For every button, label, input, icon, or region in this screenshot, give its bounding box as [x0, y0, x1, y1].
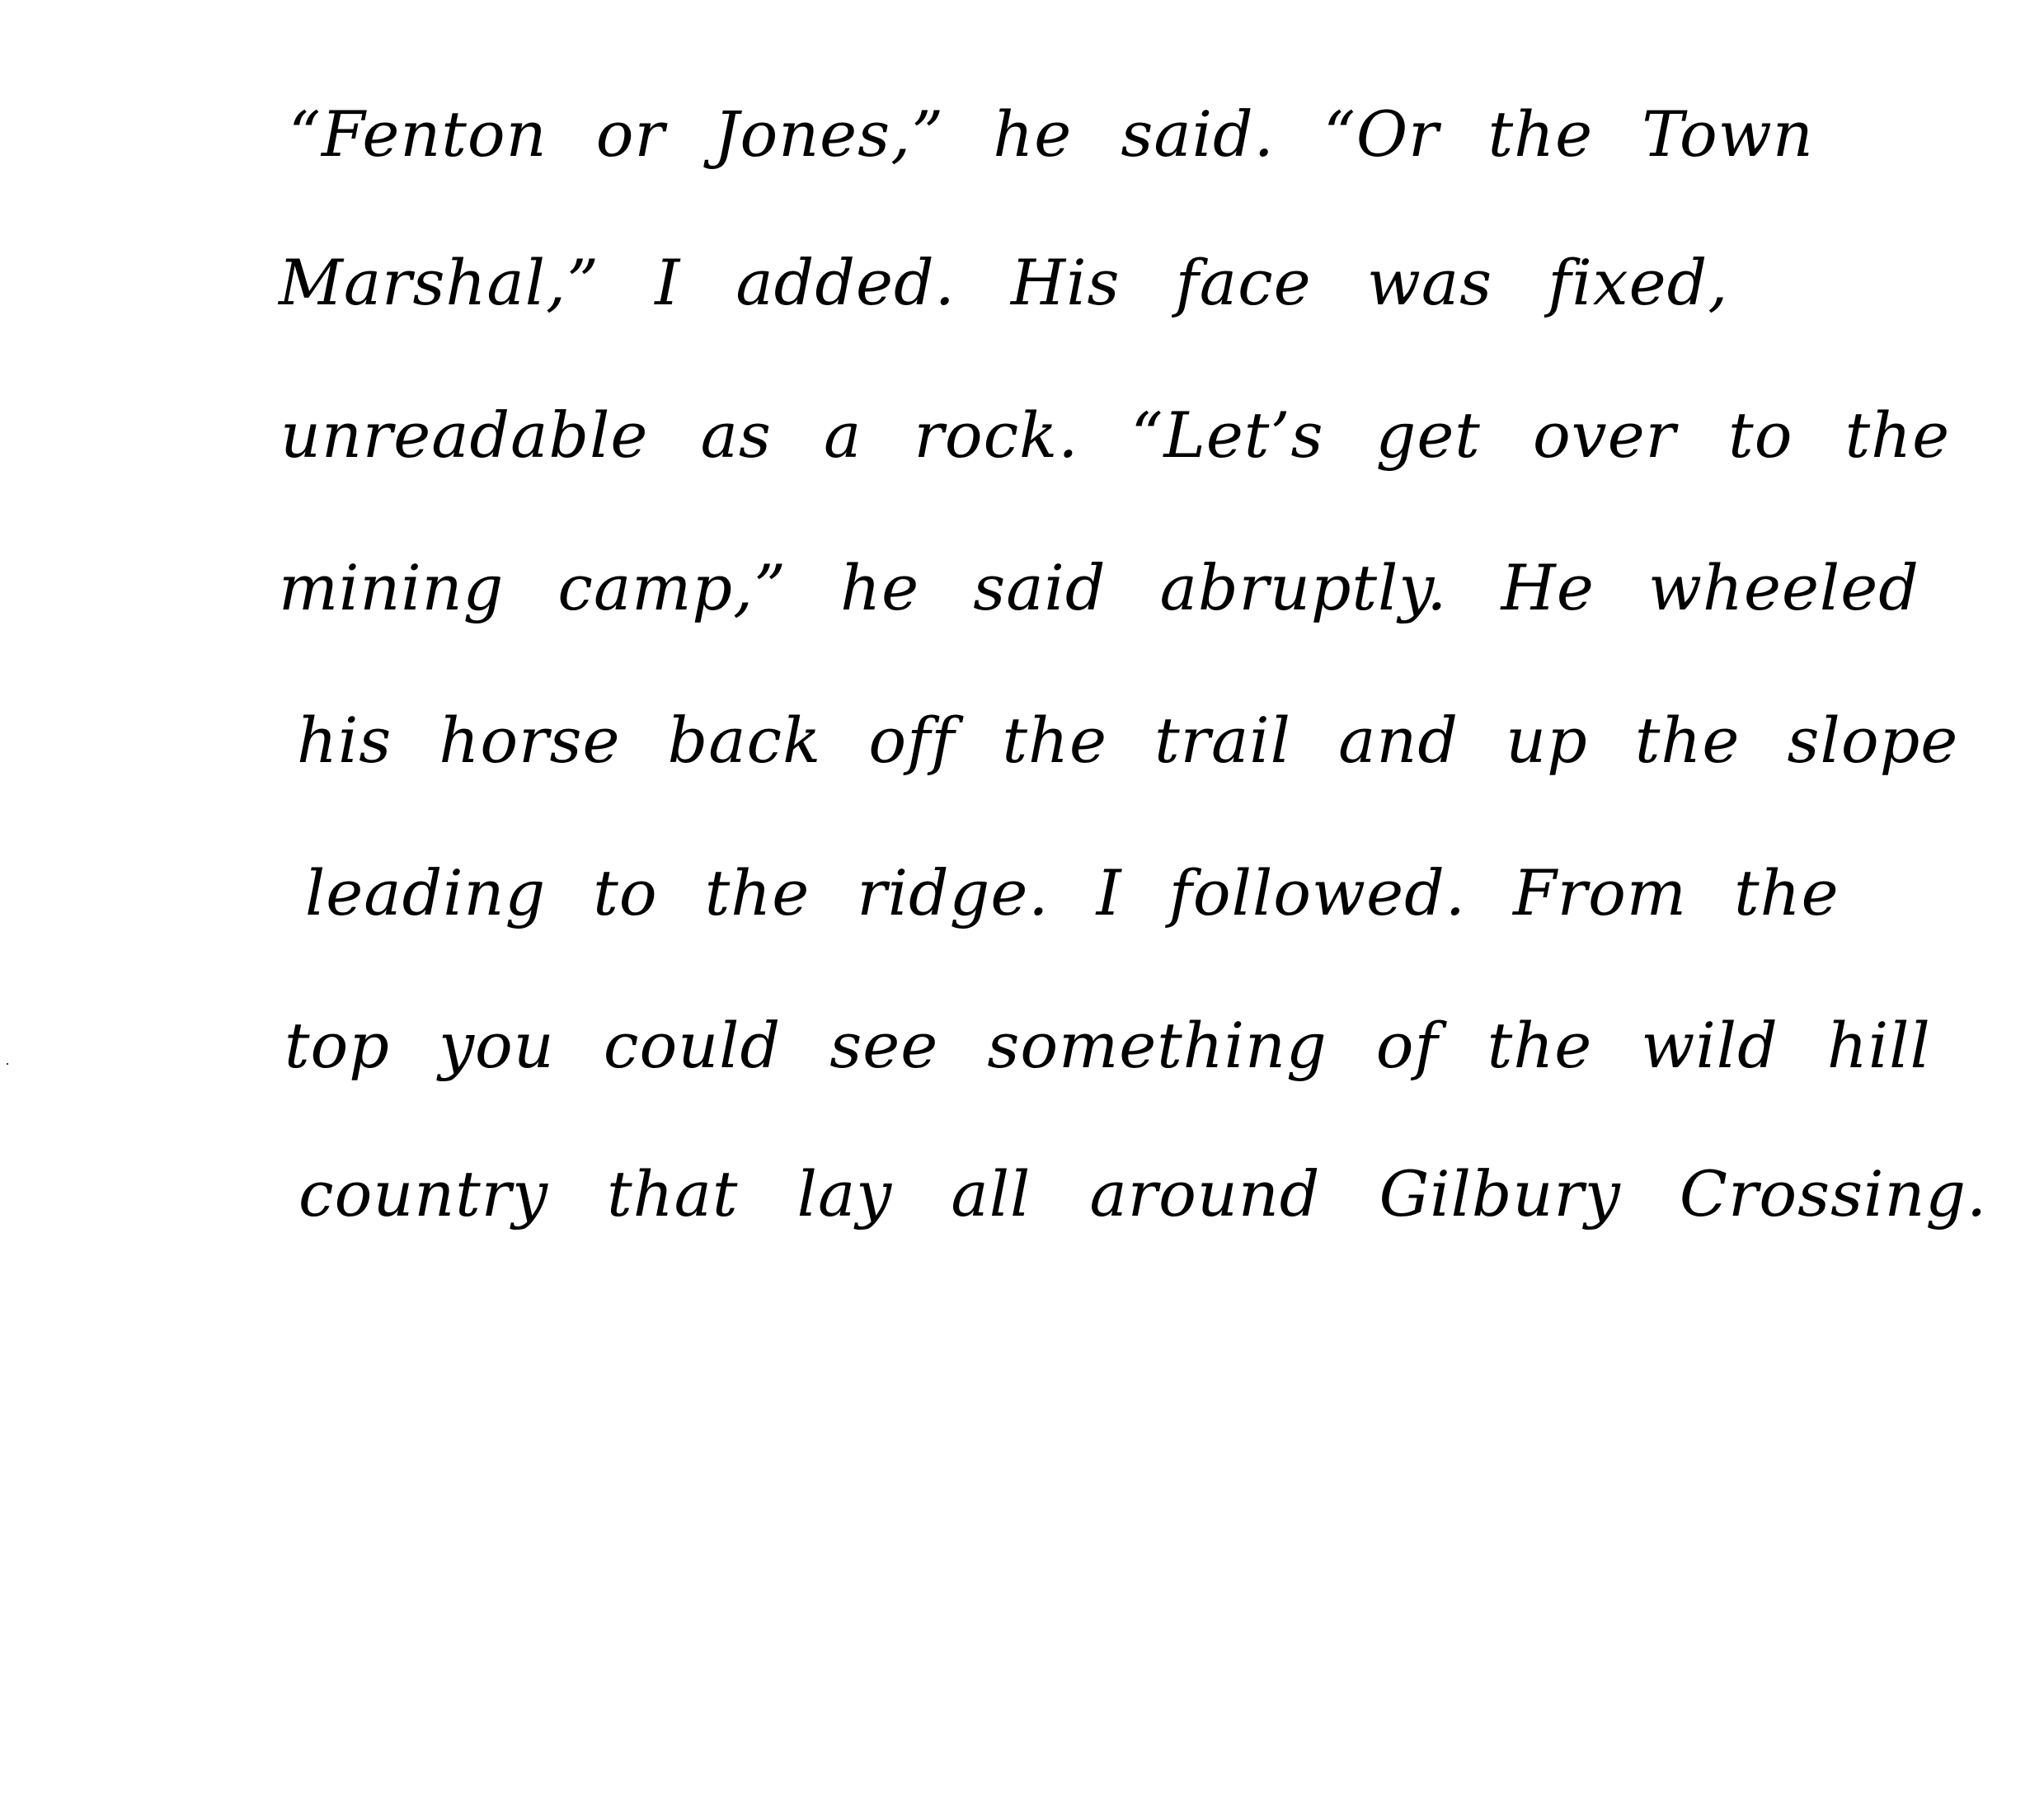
- handwritten-line-7: top you could see something of the wild hill: [284, 1009, 1931, 1082]
- handwritten-line-6: leading to the ridge. I followed. From the: [305, 856, 1840, 929]
- scan-speck: [7, 1063, 8, 1065]
- handwritten-line-4: mining camp,” he said abruptly. He wheeled: [279, 551, 1919, 624]
- handwritten-line-5: his horse back off the trail and up the slope: [297, 704, 1959, 777]
- handwritten-line-2: Marshal,” I added. His face was fixed,: [279, 246, 1729, 319]
- handwritten-line-1: “Fenton or Jones,” he said. “Or the Town: [289, 97, 1814, 171]
- handwritten-line-8: country that lay all around Gilbury Crossing.: [298, 1157, 1988, 1231]
- handwritten-line-3: unreadable as a rock. “Let’s get over to the: [280, 398, 1951, 472]
